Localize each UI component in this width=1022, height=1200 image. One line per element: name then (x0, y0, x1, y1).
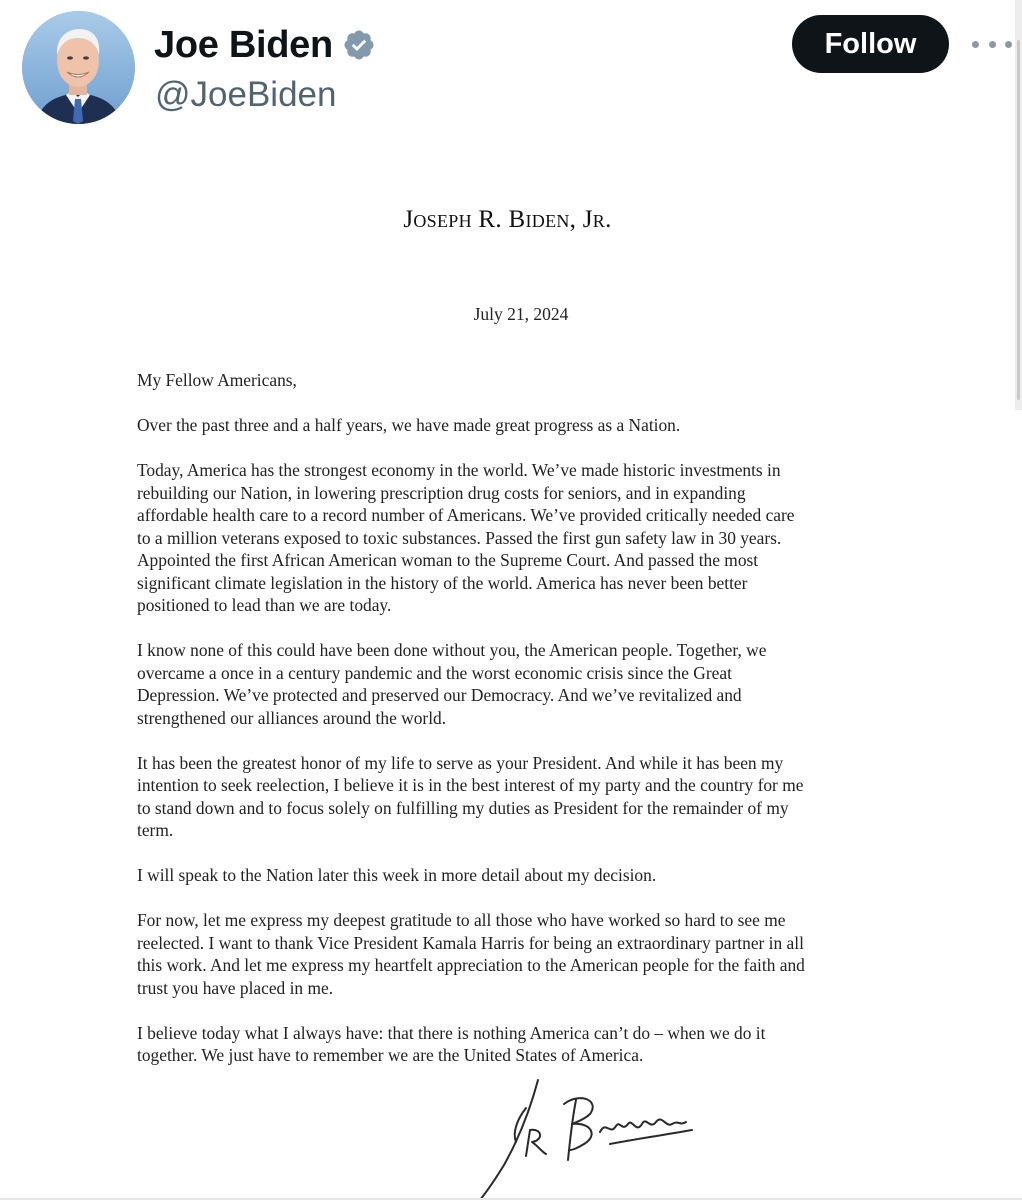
handwritten-signature (460, 1070, 740, 1200)
letter-line: term. (137, 820, 174, 840)
letter-line: I will speak to the Nation later this week in more detail about my decision. (137, 865, 657, 885)
letter-line: rebuilding our Nation, in lowering prescription drug costs for seniors, and in expanding (137, 482, 746, 503)
letter-line: Appointed the first African American woman to the Supreme Court. And passed the most (137, 550, 759, 570)
letter-line: Today, America has the strongest economy in the world. We’ve made historic investments in (137, 460, 781, 480)
letter-line: to stand down and to focus solely on fulfilling my duties as President for the remainder of my (137, 797, 789, 818)
more-dot (972, 41, 979, 48)
letter-line: It has been the greatest honor of my life to serve as your President. And while it has been my (137, 752, 784, 773)
letter-line: intention to seek reelection, I believe it is in the best interest of my party and the country for me (137, 775, 804, 795)
more-dot (1005, 41, 1012, 48)
letter-line: Over the past three and a half years, we have made great progress as a Nation. (137, 415, 681, 435)
letter-paragraph (137, 414, 897, 437)
author-handle[interactable]: @JoeBiden (155, 75, 337, 114)
letter-image[interactable] (0, 140, 1015, 1200)
letter-paragraph (137, 369, 897, 392)
follow-button[interactable]: Follow (792, 15, 949, 73)
tweet-header (0, 0, 1022, 140)
avatar[interactable] (22, 11, 135, 124)
letter-date: July 21, 2024 (473, 304, 569, 324)
letter-paragraph (137, 639, 897, 729)
letter-line: together. We just have to remember we are the United States of America. (137, 1045, 644, 1065)
verified-badge-icon (342, 28, 376, 62)
letter-line: My Fellow Americans, (137, 370, 297, 390)
letter-line: For now, let me express my deepest gratitude to all those who have worked so hard to see me (137, 910, 786, 930)
letter-paragraph (137, 752, 897, 842)
signature (460, 1070, 740, 1200)
more-options-icon[interactable] (972, 38, 1012, 50)
letter-body (137, 369, 897, 1089)
letter-line: I believe today what I always have: that there is nothing America can’t do – when we do it (137, 1022, 766, 1043)
letter-line: reelected. I want to thank Vice President Kamala Harris for being an extraordinary partner in all (137, 932, 804, 953)
letter-line: Depression. We’ve protected and preserved our Democracy. And we’ve revitalized and (137, 685, 742, 705)
letter-line: significant climate legislation in the history of the world. America has never been better (137, 572, 748, 593)
letter-line: trust you have placed in me. (137, 977, 334, 998)
scrollbar[interactable] (1015, 0, 1022, 410)
letter-line: I know none of this could have been done without you, the American people. Together, we (137, 640, 767, 660)
profile-photo (22, 11, 135, 124)
letter-line: strengthened our alliances around the world. (137, 707, 447, 728)
letter-line: affordable health care to a record number of Americans. We’ve provided critically needed care (137, 505, 795, 525)
letter-line: to a million veterans exposed to toxic substances. Passed the first gun safety law in 30 years. (137, 527, 782, 548)
letterhead: Joseph R. Biden, Jr. (403, 206, 612, 233)
author-name-row (154, 22, 376, 68)
letter-line: this work. And let me express my heartfelt appreciation to the American people for the faith and (137, 955, 805, 975)
author-display-name[interactable]: Joe Biden (154, 24, 333, 66)
more-dot (989, 41, 996, 48)
letter-paragraph (137, 459, 897, 617)
letter-paragraph (137, 864, 897, 887)
letter-line: overcame a once in a century pandemic and the worst economic crisis since the Great (137, 662, 732, 683)
letter-line: positioned to lead than we are today. (137, 595, 392, 615)
letter-paragraph (137, 909, 897, 999)
letter-paragraph (137, 1022, 897, 1067)
